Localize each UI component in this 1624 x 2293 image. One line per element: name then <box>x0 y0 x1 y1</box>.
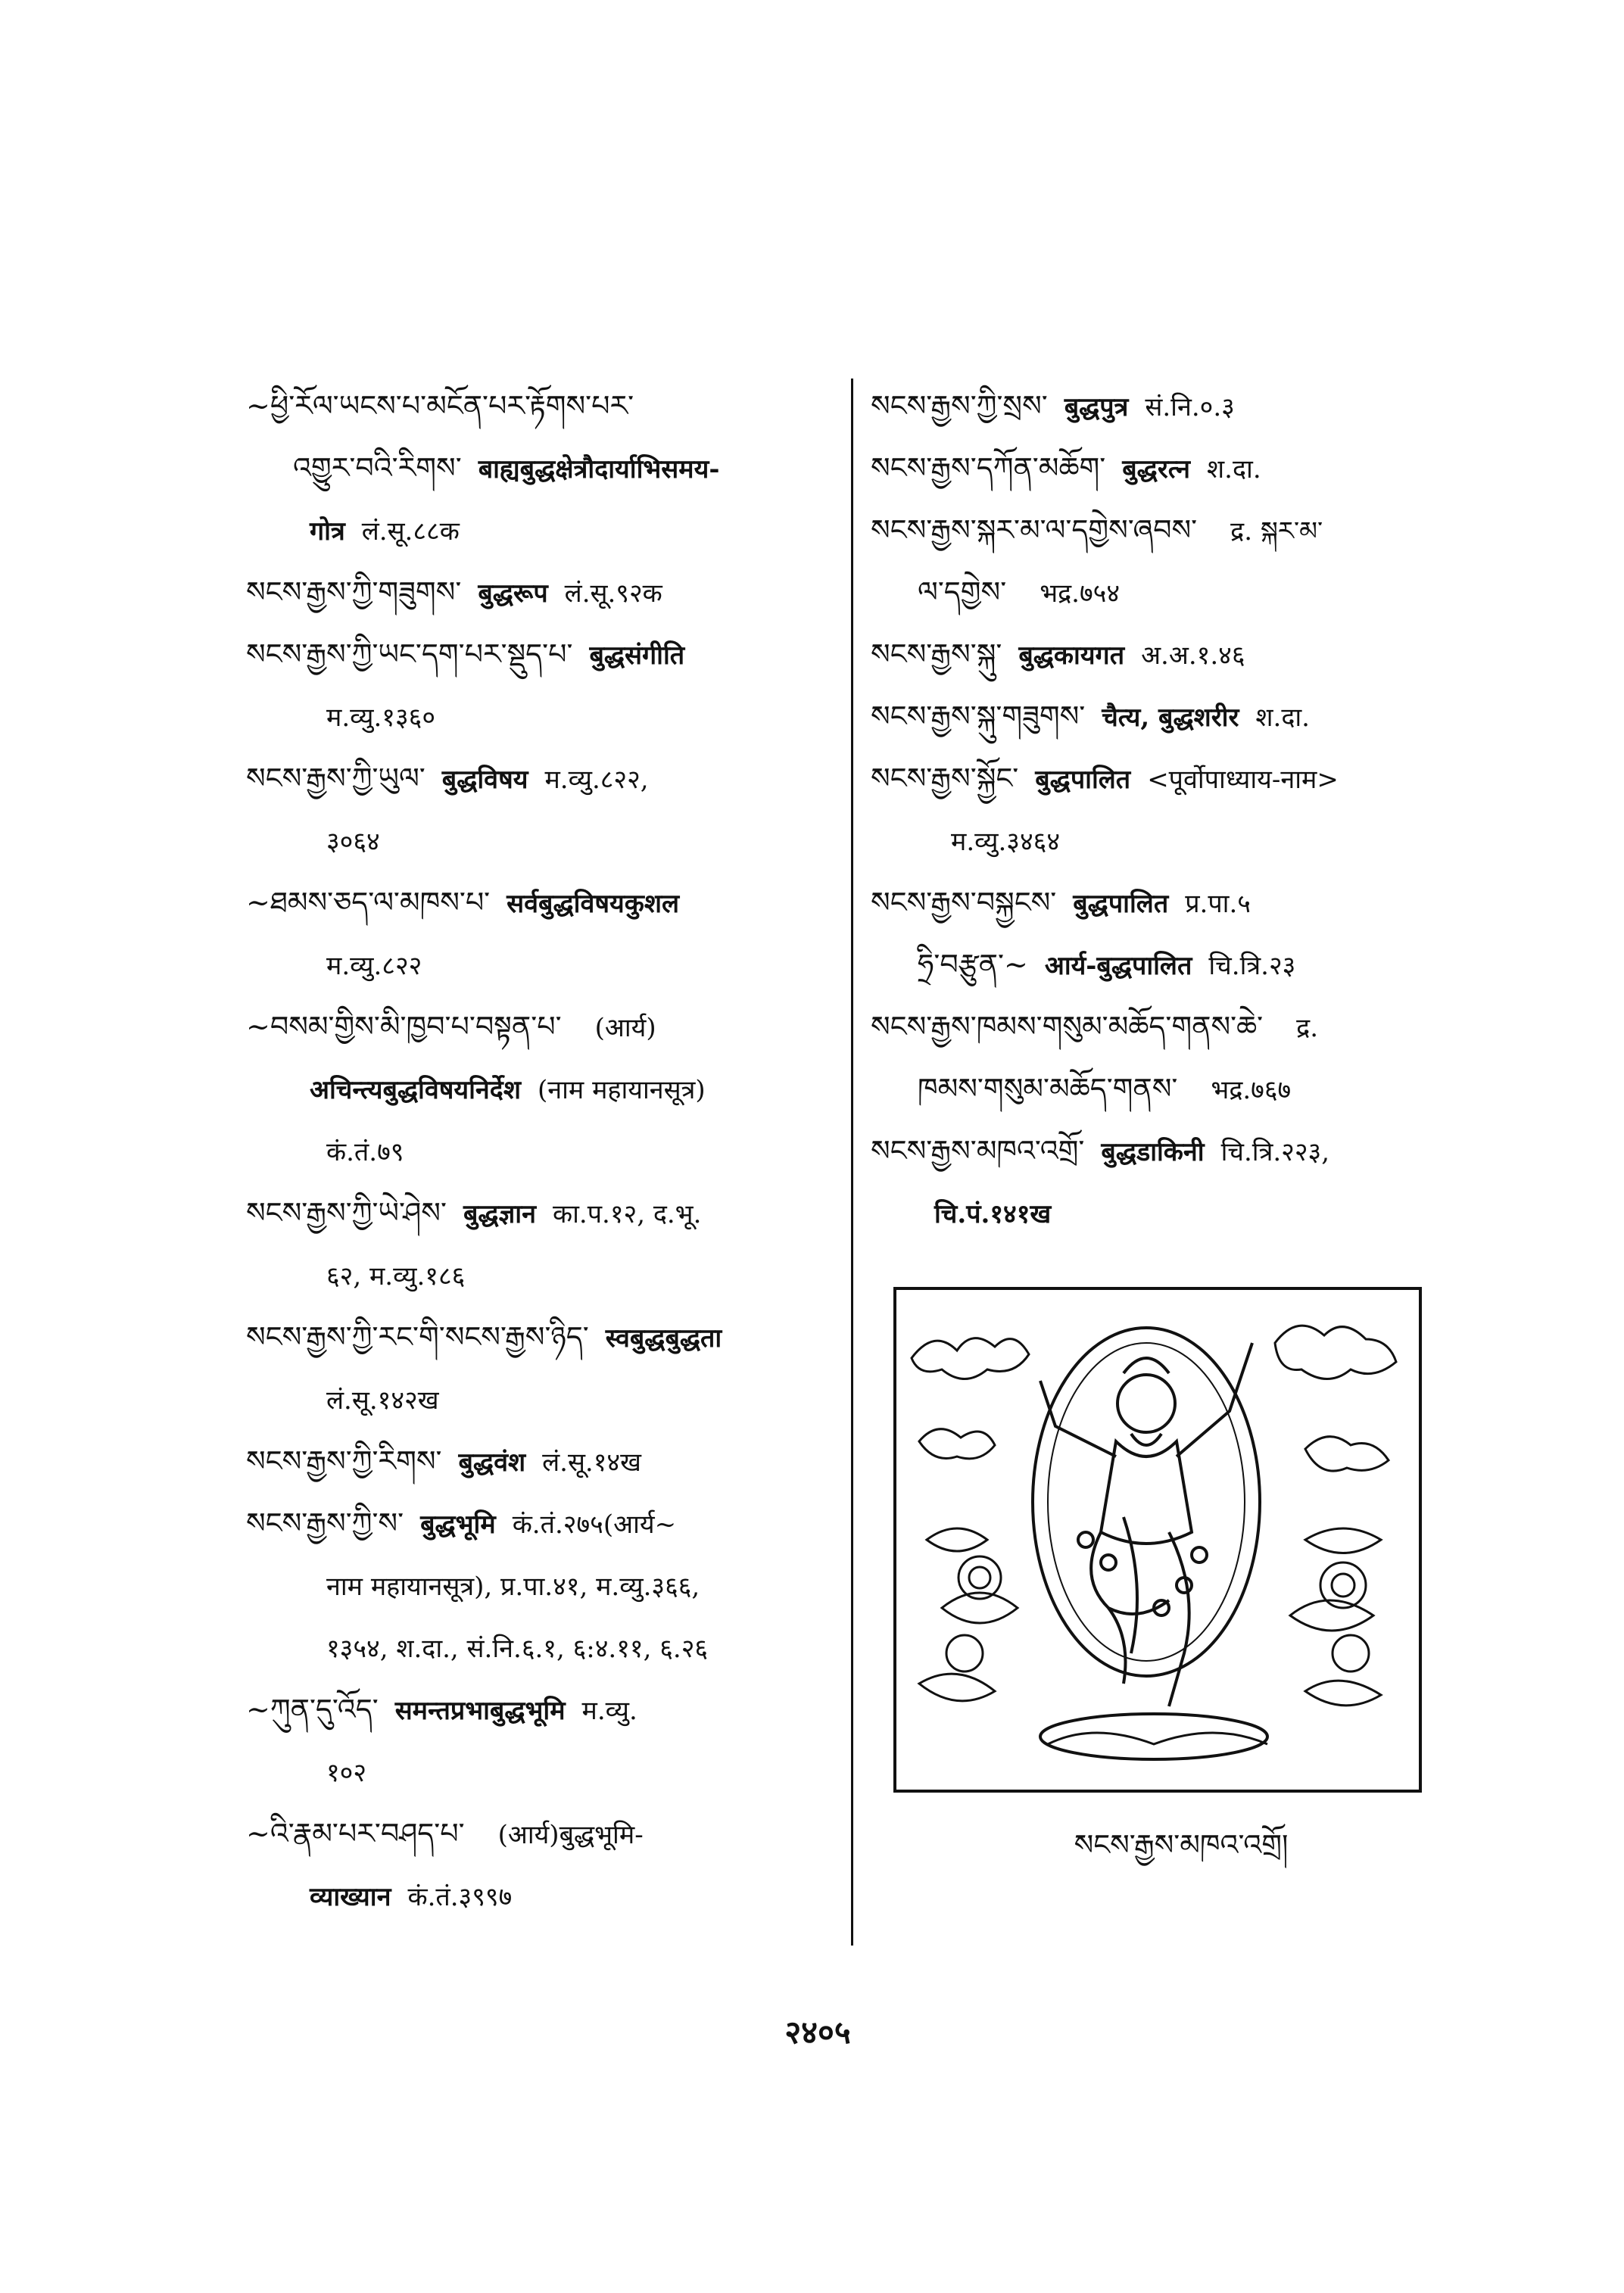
sanskrit-equivalent: बुद्धभूमि <box>420 1509 496 1540</box>
entry-line <box>871 561 1461 623</box>
tibetan-headword: འགྱུར་བའི་རིགས་ <box>293 451 462 484</box>
sanskrit-equivalent: बुद्धडाकिनी <box>1101 1137 1205 1167</box>
entry-line <box>246 871 852 933</box>
sanskrit-equivalent: चि.पं.१४१ख <box>934 1199 1052 1229</box>
source-reference: अ.अ.१.४६ <box>1141 640 1245 671</box>
tibetan-headword: ཧྲི་བརྩུན་~ <box>918 948 1028 981</box>
source-reference: म.व्यु.१३६० <box>326 703 436 733</box>
dictionary-entry <box>246 747 852 871</box>
right-column <box>871 375 1461 1244</box>
sanskrit-equivalent: बुद्धविषय <box>441 765 528 795</box>
tibetan-headword: ཁམས་གསུམ་མཆོད་གནས་ <box>918 1072 1178 1105</box>
source-reference: म.व्यु. <box>581 1696 637 1726</box>
left-column <box>246 375 852 1927</box>
source-reference: <पूर्वोपाध्याय-नाम> <box>1147 765 1339 795</box>
entry-line <box>871 747 1461 809</box>
dictionary-entry <box>246 1306 852 1430</box>
source-reference: भद्र.७६७ <box>1211 1075 1292 1105</box>
dictionary-entry <box>246 1802 852 1927</box>
tibetan-headword: སངས་རྒྱས་ཀྱི་སྲས་ <box>871 389 1048 422</box>
dictionary-entry <box>871 871 1461 995</box>
tibetan-headword: སངས་རྒྱས་མཁའ་འགྲོ་ <box>871 1134 1085 1167</box>
tibetan-headword: སངས་རྒྱས་སྐུ་ <box>871 637 1002 671</box>
tibetan-headword: སངས་རྒྱས་ཀྱི་ཡུལ་ <box>246 762 425 795</box>
entry-line <box>246 437 852 499</box>
entry-line <box>871 499 1461 561</box>
source-reference: श.दा. <box>1255 703 1310 733</box>
dictionary-entry <box>871 375 1461 437</box>
entry-line <box>871 1120 1461 1182</box>
source-reference: द्र. སྐར་མ་ <box>1230 516 1323 547</box>
source-reference: १०२ <box>326 1758 367 1788</box>
sanskrit-equivalent: बुद्धपालित <box>1035 765 1131 795</box>
tibetan-headword: སངས་རྒྱས་ཀྱི་རང་གི་སངས་རྒྱས་ཉིད་ <box>246 1320 589 1354</box>
entry-line <box>246 1802 852 1865</box>
tibetan-headword: སངས་རྒྱས་ཁམས་གསུམ་མཆོད་གནས་ཆེ་ <box>871 1010 1264 1043</box>
entry-line <box>246 499 852 561</box>
illustration-caption: སངས་རྒྱས་མཁའ་འགྲོ། <box>1074 1828 1289 1862</box>
source-reference: द्र. <box>1296 1013 1319 1043</box>
dakini-illustration <box>893 1287 1422 1793</box>
sanskrit-equivalent: चैत्य, बुद्धशरीर <box>1102 703 1239 733</box>
source-reference: म.व्यु.३४६४ <box>951 827 1061 857</box>
tibetan-headword: ~ཐམས་ཅད་ལ་མཁས་པ་ <box>246 886 491 919</box>
source-reference: कं.तं.३९९७ <box>407 1882 513 1912</box>
source-reference: श.दा. <box>1207 454 1261 484</box>
sanskrit-equivalent: आर्य-बुद्धपालित <box>1044 951 1192 981</box>
source-reference: कं.तं.७९ <box>326 1137 404 1167</box>
entry-line <box>871 1058 1461 1120</box>
column-divider <box>851 379 853 1946</box>
tibetan-headword: སངས་རྒྱས་དཀོན་མཆོག་ <box>871 451 1106 484</box>
sanskrit-equivalent: सर्वबुद्धविषयकुशल <box>507 889 680 919</box>
entry-line <box>246 1058 852 1120</box>
entry-line <box>871 685 1461 747</box>
source-reference: (आर्य)बुद्धभूमि- <box>497 1820 644 1850</box>
entry-line <box>871 809 1461 871</box>
sanskrit-equivalent: बुद्धवंश <box>458 1447 526 1478</box>
sanskrit-equivalent: बुद्धरूप <box>478 578 548 609</box>
sanskrit-equivalent: बुद्धरत्न <box>1122 454 1191 484</box>
source-reference: (आर्य) <box>594 1013 656 1043</box>
source-reference: म.व्यु.८२२ <box>326 951 422 981</box>
entry-line <box>246 1554 852 1616</box>
sanskrit-equivalent: बुद्धपुत्र <box>1064 392 1129 422</box>
sanskrit-equivalent: अचिन्त्यबुद्धविषयनिर्देश <box>310 1075 521 1105</box>
source-reference: प्र.पा.५ <box>1185 889 1251 919</box>
entry-line <box>871 437 1461 499</box>
tibetan-headword: སངས་རྒྱས་ཀྱི་རིགས་ <box>246 1444 442 1478</box>
tibetan-headword: ལ་དགྱེས་ <box>918 575 1007 609</box>
entry-line <box>246 1678 852 1740</box>
page-number: २४०५ <box>784 2014 851 2051</box>
source-reference: सं.नि.०.३ <box>1145 392 1235 422</box>
entry-line <box>871 871 1461 933</box>
dictionary-entry <box>871 747 1461 871</box>
entry-line <box>246 933 852 995</box>
dictionary-entry <box>871 685 1461 747</box>
sanskrit-equivalent: गोत्र <box>310 516 345 547</box>
entry-line <box>871 995 1461 1058</box>
entry-line <box>246 561 852 623</box>
entry-line <box>871 1182 1461 1244</box>
entry-line <box>246 375 852 437</box>
source-reference: नाम महायानसूत्र), प्र.पा.४१, म.व्यु.३६६, <box>326 1572 700 1602</box>
entry-line <box>871 933 1461 995</box>
source-reference: ३०६४ <box>326 827 380 857</box>
dictionary-entry <box>871 623 1461 685</box>
tibetan-headword: ~ཕྱི་རོལ་ཡངས་པ་མངོན་པར་རྟོགས་པར་ <box>246 389 634 422</box>
sanskrit-equivalent: बुद्धसंगीति <box>589 640 685 671</box>
dictionary-entry <box>246 1678 852 1802</box>
entry-line <box>246 623 852 685</box>
entry-line <box>246 1616 852 1678</box>
source-reference: चि.त्रि.२२३, <box>1220 1137 1330 1167</box>
source-reference: का.प.१२, द.भू. <box>553 1199 702 1229</box>
dictionary-entry <box>871 437 1461 499</box>
tibetan-headword: སངས་རྒྱས་ཀྱི་གཟུགས་ <box>246 575 462 609</box>
entry-line <box>246 1244 852 1306</box>
source-reference: लं.सू.९२क <box>564 578 662 609</box>
source-reference: लं.सू.१४ख <box>542 1447 641 1478</box>
entry-line <box>246 685 852 747</box>
dictionary-entry <box>871 995 1461 1120</box>
source-reference: १३५४, श.दा., सं.नि.६.१, ६:४.११, ६.२६ <box>326 1634 709 1664</box>
dictionary-entry <box>246 623 852 747</box>
dictionary-entry <box>246 871 852 995</box>
sanskrit-equivalent: बुद्धज्ञान <box>463 1199 536 1229</box>
entry-line <box>871 623 1461 685</box>
tibetan-headword: སངས་རྒྱས་ཀྱི་ཡེ་ཤེས་ <box>246 1196 447 1229</box>
entry-line <box>246 809 852 871</box>
source-reference: ६२, म.व्यु.१८६ <box>326 1261 466 1291</box>
entry-line <box>246 1120 852 1182</box>
tibetan-headword: སངས་རྒྱས་ཀྱི་ཡང་དག་པར་སྡུད་པ་ <box>246 637 573 671</box>
tibetan-headword: སངས་རྒྱས་ཀྱི་ས་ <box>246 1506 404 1540</box>
entry-line <box>246 1368 852 1430</box>
source-reference: म.व्यु.८२२, <box>544 765 649 795</box>
source-reference: भद्र.७५४ <box>1040 578 1121 609</box>
tibetan-headword: ~བསམ་གྱིས་མི་ཁྱབ་པ་བསྟན་པ་ <box>246 1010 562 1043</box>
sanskrit-equivalent: बाह्यबुद्धक्षेत्रौदार्याभिसमय- <box>478 454 720 484</box>
dictionary-entry <box>246 995 852 1182</box>
sanskrit-equivalent: व्याख्यान <box>310 1882 391 1912</box>
sanskrit-equivalent: स्वबुद्धबुद्धता <box>605 1323 722 1354</box>
entry-line <box>246 747 852 809</box>
source-reference: लं.सू.१४२ख <box>326 1385 439 1416</box>
entry-line <box>246 1740 852 1802</box>
sanskrit-equivalent: बुद्धपालित <box>1073 889 1169 919</box>
dictionary-entry <box>246 561 852 623</box>
dictionary-entry <box>871 1120 1461 1244</box>
entry-line <box>246 1430 852 1492</box>
tibetan-headword: སངས་རྒྱས་སྐུ་གཟུགས་ <box>871 699 1086 733</box>
sanskrit-equivalent: समन्तप्रभाबुद्धभूमि <box>394 1696 566 1726</box>
dictionary-entry <box>246 375 852 561</box>
source-reference: (नाम महायानसूत्र) <box>537 1075 706 1105</box>
entry-line <box>246 1492 852 1554</box>
dictionary-entry <box>246 1430 852 1492</box>
dictionary-entry <box>871 499 1461 623</box>
sanskrit-equivalent: बुद्धकायगत <box>1018 640 1125 671</box>
entry-line <box>246 1306 852 1368</box>
source-reference: चि.त्रि.२३ <box>1208 951 1296 981</box>
dictionary-entry <box>246 1182 852 1306</box>
dictionary-entry <box>246 1492 852 1678</box>
entry-line <box>246 1182 852 1244</box>
buddha-dakini-woodcut-icon <box>896 1290 1419 1790</box>
entry-line <box>246 995 852 1058</box>
entry-line <box>246 1865 852 1927</box>
tibetan-headword: སངས་རྒྱས་བསྐྱངས་ <box>871 886 1057 919</box>
source-reference: कं.तं.२७५(आर्य~ <box>512 1509 677 1540</box>
tibetan-headword: ~འི་རྣམ་པར་བཤད་པ་ <box>246 1817 465 1850</box>
entry-line <box>871 375 1461 437</box>
tibetan-headword: སངས་རྒྱས་སྐྱོང་ <box>871 762 1019 795</box>
tibetan-headword: སངས་རྒྱས་སྐར་མ་ལ་དགྱེས་ཞབས་ <box>871 513 1198 547</box>
tibetan-headword: ~ཀུན་དུ་འོད་ <box>246 1693 379 1726</box>
source-reference: लं.सू.८८क <box>361 516 460 547</box>
